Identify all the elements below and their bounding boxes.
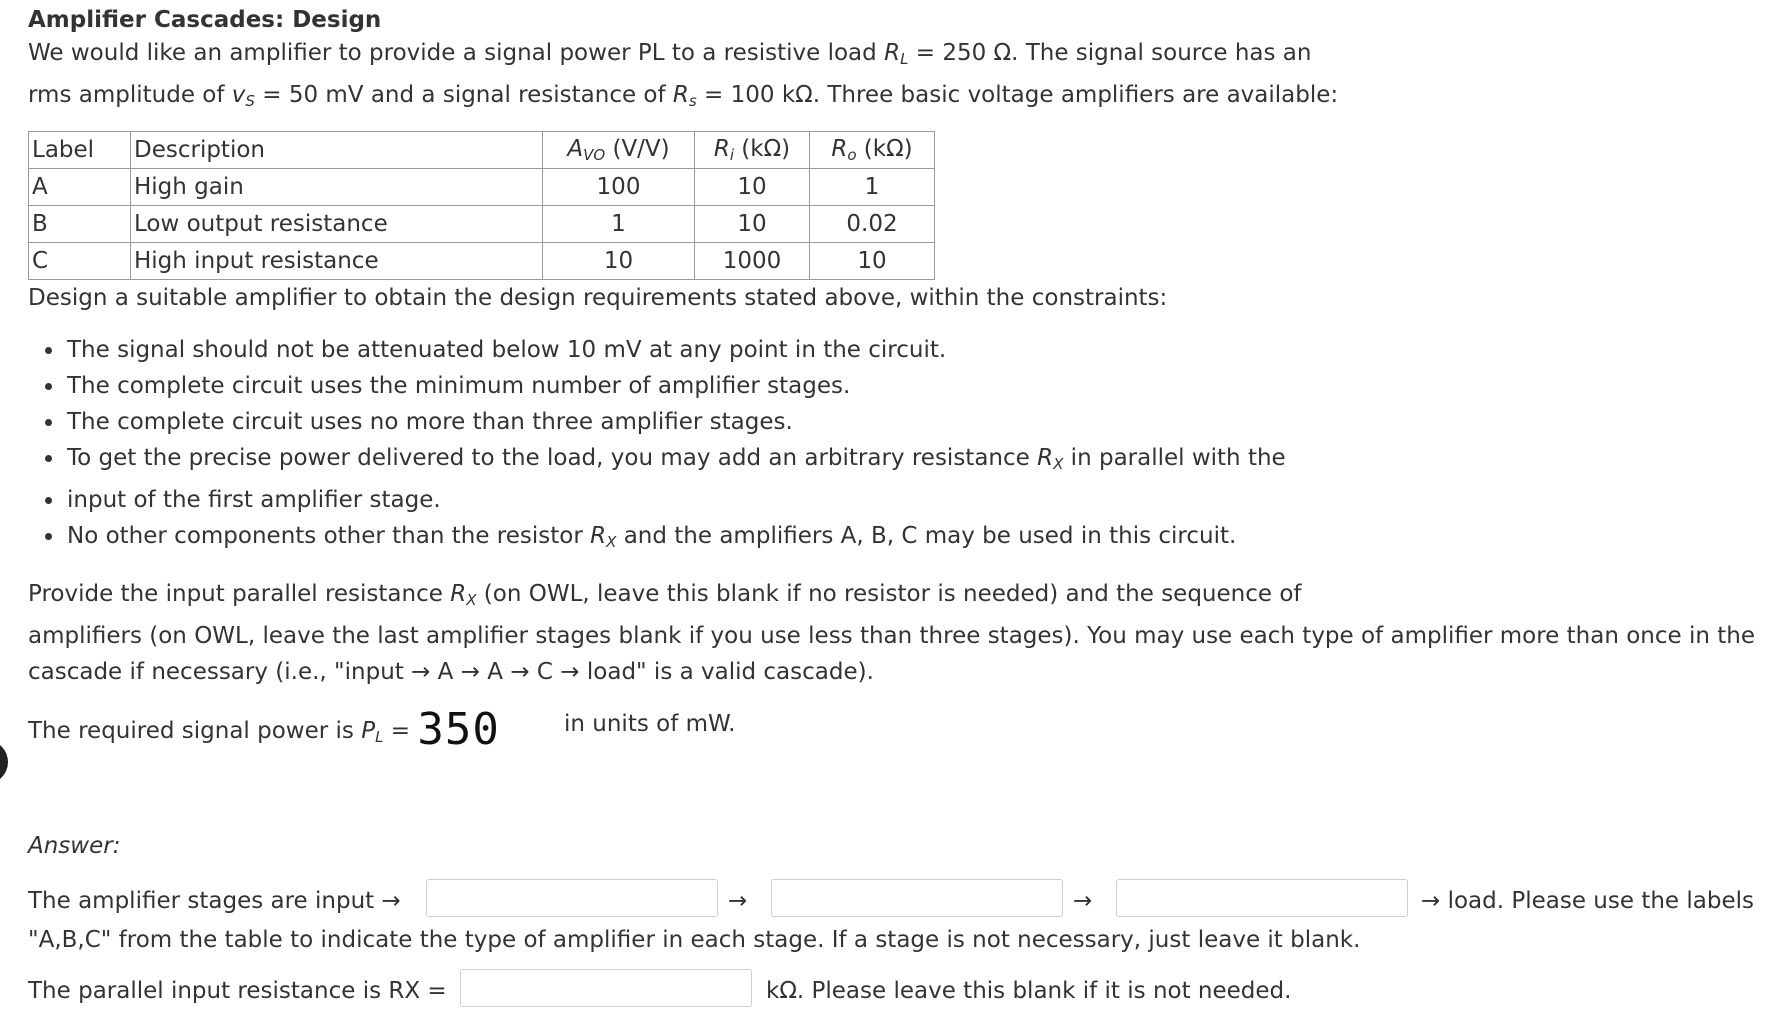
stages-suffix: → load. Please use the labels [1421, 888, 1754, 914]
table-row [29, 169, 935, 206]
rx-line: The parallel input resistance is RX = kΩ. Please leave this blank if it is not needed. [28, 973, 1768, 1009]
rx-suffix: kΩ. Please leave this blank if it is not needed. [766, 978, 1292, 1004]
cell-avo: 1 [543, 206, 695, 243]
provide-paragraph: Provide the input parallel resistance $R_X$ (on OWL, leave this blank if no resistor is needed) and the sequence of amplifiers (on OWL, leave the last amplifier stages blank if you use less than three stages). You may use each type of amplifier more than once in the cascade if necessary (i.e., "input → A → A → C → load" is a valid cascade). [28, 581, 1755, 685]
stage-1-input[interactable] [426, 879, 718, 917]
header-ri: $R_i$ (kΩ) [695, 132, 810, 169]
power-units: in units of mW. [564, 711, 736, 737]
constraints-list [28, 332, 1768, 560]
cell-ro: 10 [810, 243, 935, 280]
table-row [29, 243, 935, 280]
stage-3-input[interactable] [1116, 879, 1408, 917]
table-header-row [29, 132, 935, 169]
cell-ri: 10 [695, 206, 810, 243]
cell-ri: 1000 [695, 243, 810, 280]
cell-avo: 10 [543, 243, 695, 280]
table-row [29, 206, 935, 243]
list-item: • To get the precise power delivered to the load, you may add an arbitrary resistance $R_X$ in parallel with the [65, 440, 1768, 482]
list-item: • input of the first amplifier stage. [65, 482, 1768, 518]
design-line: Design a suitable amplifier to obtain the design requirements stated above, within the constraints: [28, 285, 1168, 311]
cell-description: High gain [131, 169, 543, 206]
arrow-icon: → [1073, 888, 1093, 914]
cell-label: C [29, 243, 131, 280]
header-description: Description [131, 132, 543, 169]
header-avo: $A_{VO}$ (V/V) [543, 132, 695, 169]
page-title: Amplifier Cascades: Design [28, 7, 382, 33]
cell-ro: 1 [810, 169, 935, 206]
intro-line-1: We would like an amplifier to provide a signal power PL to a resistive load $R_L = 250$ Ω. The signal source has an [28, 40, 1312, 68]
intro-line-2: rms amplitude of $v_S = 50$ mV and a signal resistance of $R_s = 100$ kΩ. Three basic voltage amplifiers are available: [28, 82, 1339, 110]
list-item: • The complete circuit uses the minimum number of amplifier stages. [65, 368, 1768, 404]
cell-ro: 0.02 [810, 206, 935, 243]
required-power: The required signal power is $P_L = 350$ in units of mW. [28, 704, 736, 755]
cell-label: B [29, 206, 131, 243]
cell-description: Low output resistance [131, 206, 543, 243]
cell-description: High input resistance [131, 243, 543, 280]
header-ro: $R_o$ (kΩ) [810, 132, 935, 169]
stages-instructions: "A,B,C" from the table to indicate the type of amplifier in each stage. If a stage is not necessary, just leave it blank. [28, 927, 1361, 953]
amplifier-table [28, 131, 935, 280]
list-item: • The signal should not be attenuated below 10 mV at any point in the circuit. [65, 332, 1768, 368]
question-container [28, 0, 1768, 1009]
cell-avo: 100 [543, 169, 695, 206]
arrow-icon: → [728, 888, 748, 914]
power-value: 350 [417, 704, 500, 755]
header-label: Label [29, 132, 131, 169]
stage-2-input[interactable] [771, 879, 1063, 917]
rx-input[interactable] [460, 969, 752, 1007]
list-item: • No other components other than the resistor $R_X$ and the amplifiers A, B, C may be used in this circuit. [65, 518, 1768, 560]
cell-label: A [29, 169, 131, 206]
side-handle[interactable] [0, 740, 8, 784]
intro-paragraph [28, 35, 1768, 119]
stages-line: The amplifier stages are input → → → → load. Please use the labels [28, 883, 1768, 919]
list-item: • The complete circuit uses no more than three amplifier stages. [65, 404, 1768, 440]
cell-ri: 10 [695, 169, 810, 206]
answer-label: Answer: [28, 833, 121, 859]
